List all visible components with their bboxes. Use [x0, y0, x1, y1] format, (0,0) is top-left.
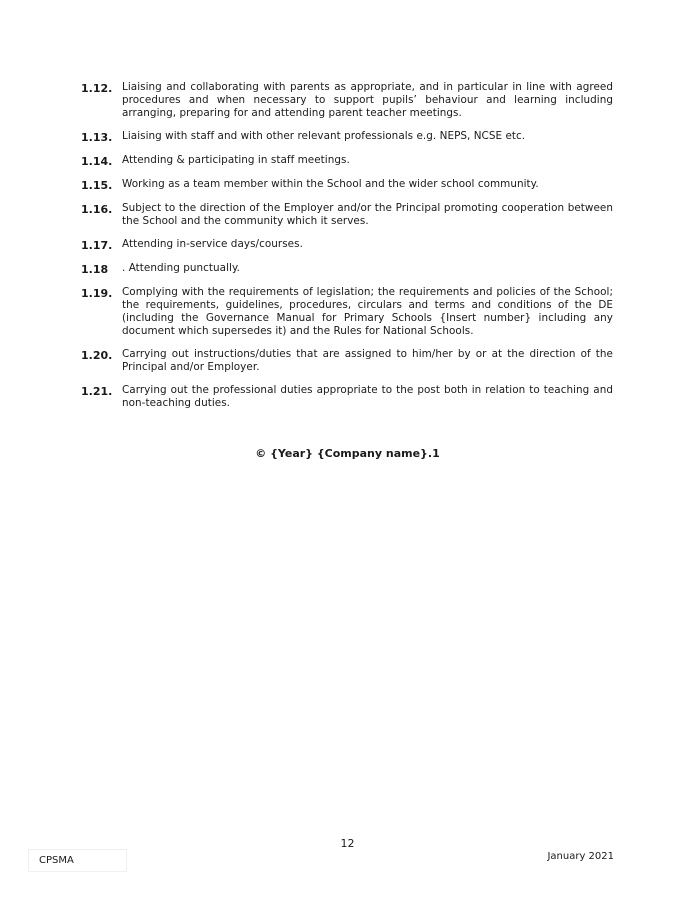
item-text: Complying with the requirements of legislation; the requirements and policies of the School; the requirements, guidelines, procedures, circulars and terms and conditions of the DE (including the Governance Manual for Primary Schools {Insert number} including any document which supersedes it) and the Rules for National Schools. — [122, 286, 613, 337]
list-item — [81, 81, 613, 120]
list-item — [81, 348, 613, 374]
item-number: 1.16. — [81, 203, 113, 216]
item-text: . Attending punctually. — [122, 262, 241, 274]
list-item — [81, 286, 613, 338]
copyright-notice: © {Year} {Company name}.1 — [255, 447, 440, 460]
item-number: 1.17. — [81, 239, 113, 252]
footer-organization: CPSMA — [28, 849, 127, 872]
list-item — [81, 202, 613, 228]
item-text: Attending in-service days/courses. — [122, 238, 303, 250]
item-text: Working as a team member within the School and the wider school community. — [122, 178, 539, 190]
item-text: Subject to the direction of the Employer and/or the Principal promoting cooperation between the School and the community which it serves. — [122, 202, 613, 227]
list-item — [81, 262, 613, 276]
list-item — [81, 130, 613, 144]
page-number: 12 — [340, 837, 355, 850]
item-number: 1.14. — [81, 155, 113, 168]
item-text: Carrying out the professional duties appropriate to the post both in relation to teaching and non-teaching duties. — [122, 384, 613, 409]
item-number: 1.12. — [81, 82, 113, 95]
list-item — [81, 384, 613, 410]
list-item — [81, 178, 613, 192]
item-number: 1.19. — [81, 287, 113, 300]
item-number: 1.15. — [81, 179, 113, 192]
item-number: 1.18 — [81, 263, 109, 276]
duties-list — [81, 81, 613, 420]
item-number: 1.21. — [81, 385, 113, 398]
list-item — [81, 154, 613, 168]
item-text: Liaising with staff and with other relevant professionals e.g. NEPS, NCSE etc. — [122, 130, 526, 142]
footer-date: January 2021 — [547, 851, 614, 862]
item-text: Carrying out instructions/duties that are assigned to him/her by or at the direction of the Principal and/or Employer. — [122, 348, 613, 373]
item-text: Liaising and collaborating with parents as appropriate, and in particular in line with agreed procedures and when necessary to support pupils’ behaviour and learning including arranging, preparing for and attending parent teacher meetings. — [122, 81, 613, 119]
item-number: 1.13. — [81, 131, 113, 144]
item-number: 1.20. — [81, 349, 113, 362]
list-item — [81, 238, 613, 252]
item-text: Attending & participating in staff meetings. — [122, 154, 350, 166]
